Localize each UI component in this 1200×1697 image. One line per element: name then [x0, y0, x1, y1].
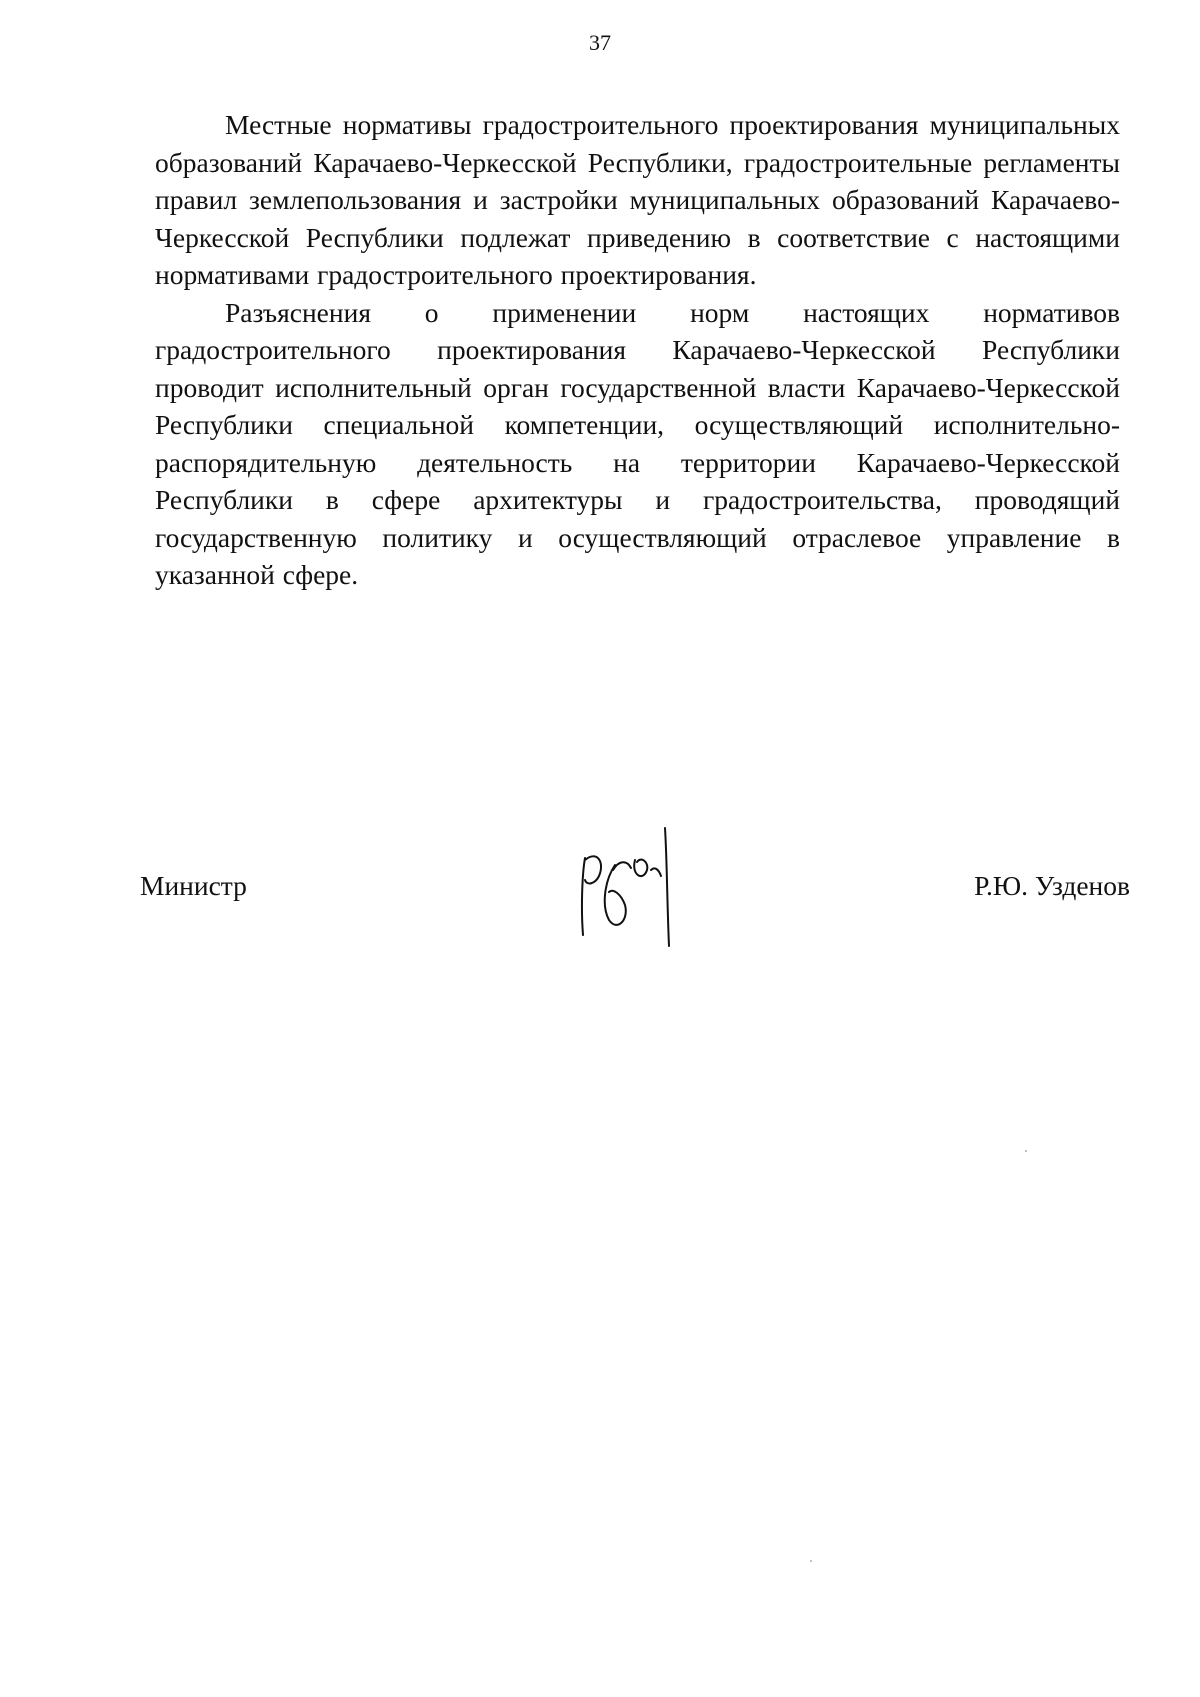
signature-block	[0, 820, 1200, 950]
page-number: 37	[589, 30, 611, 55]
scan-speck	[810, 1560, 812, 1562]
paragraph-clarification: Разъяснения о применении норм настоящих нормативов градостроительного проектирования Карачаево-Черкесской Республики проводит исполнительный орган государственной власти Карачаево-Черкесской Республики специальной компетенции, осуществляющий исполнительно-распорядительную деятельность на территории Карачаево-Черкесской Республики в сфере архитектуры и градостроительства, проводящий государственную политику и осуществляющий отраслевое управление в указанной сфере.	[155, 296, 1120, 590]
scan-speck	[1025, 1150, 1027, 1152]
paragraph-amendment: Местные нормативы градостроительного проектирования муниципальных образований Карачаево-Черкесской Республики, градостроительные регламенты правил землепользования и застройки муниципальных образований Карачаево-Черкесской Республики подлежат приведению в соответствие с настоящими нормативами градостроительного проектирования.	[155, 109, 1120, 290]
handwritten-signature-icon	[575, 820, 685, 950]
signer-title: Министр	[140, 870, 247, 901]
signer-name: Р.Ю. Узденов	[974, 870, 1130, 901]
document-body	[155, 106, 1120, 594]
